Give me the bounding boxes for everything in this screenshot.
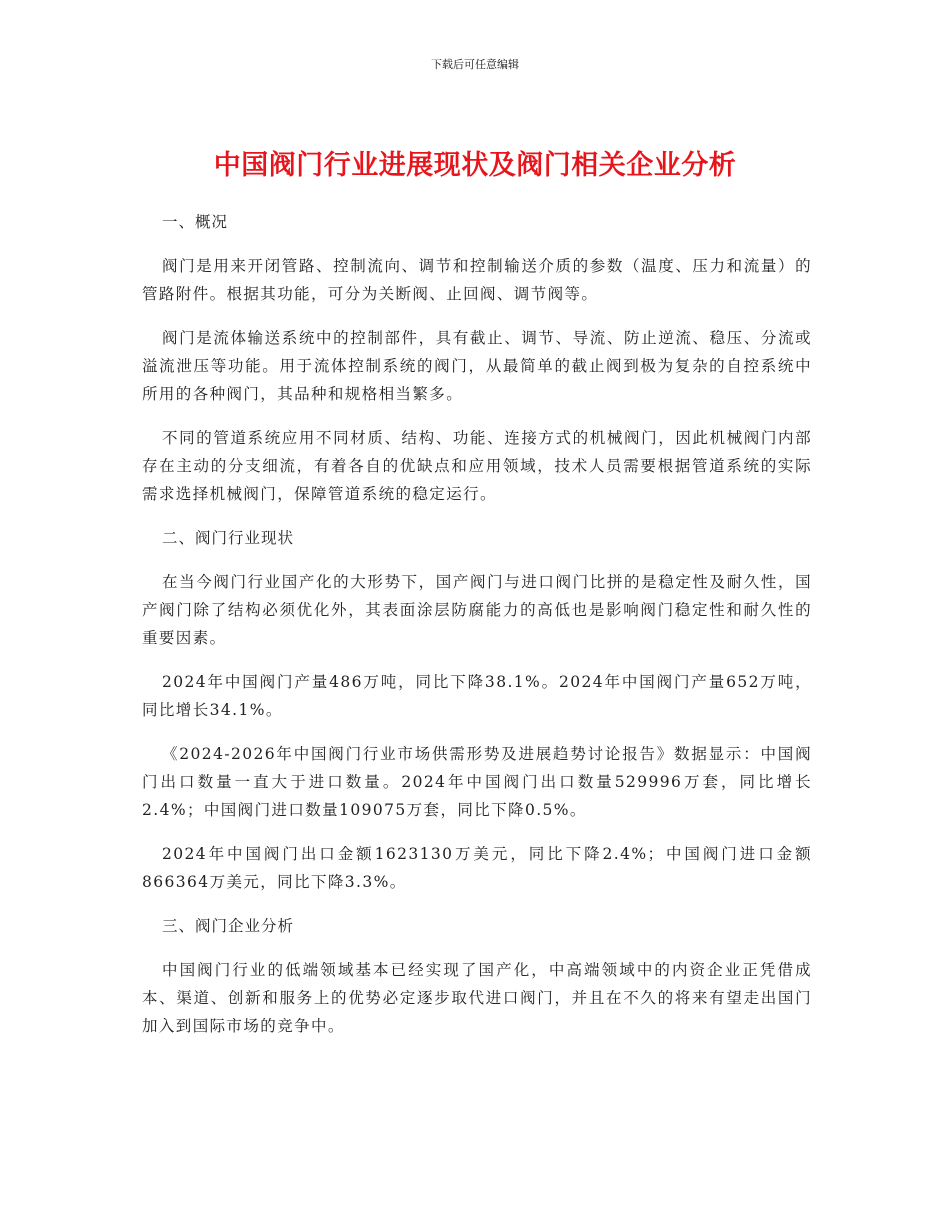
paragraph: 2024年中国阀门出口金额1623130万美元，同比下降2.4%；中国阀门进口金额866364万美元，同比下降3.3%。 (142, 845, 812, 891)
paragraph: 中国阀门行业的低端领域基本已经实现了国产化，中高端领域中的内资企业正凭借成本、渠道、创新和服务上的优势必定逐步取代进口阀门，并且在不久的将来有望走出国门加入到国际市场的竞争中。 (142, 961, 812, 1035)
paragraph: 阀门是用来开闭管路、控制流向、调节和控制输送介质的参数（温度、压力和流量）的管路附件。根据其功能，可分为关断阀、止回阀、调节阀等。 (142, 257, 812, 303)
paragraph: 2024年中国阀门产量486万吨，同比下降38.1%。2024年中国阀门产量652万吨，同比增长34.1%。 (142, 673, 812, 719)
paragraph: 《2024-2026年中国阀门行业市场供需形势及进展趋势讨论报告》数据显示：中国阀门出口数量一直大于进口数量。2024年中国阀门出口数量529996万套，同比增长2.4%；中国阀门进口数量109075万套，同比下降0.5%。 (142, 745, 812, 819)
document-title: 中国阀门行业进展现状及阀门相关企业分析 (213, 150, 737, 181)
section-heading-overview: 一、概况 (162, 213, 229, 231)
paragraph: 不同的管道系统应用不同材质、结构、功能、连接方式的机械阀门，因此机械阀门内部存在主动的分支细流，有着各自的优缺点和应用领域，技术人员需要根据管道系统的实际需求选择机械阀门，保障管道系统的稳定运行。 (142, 429, 812, 503)
paragraph: 在当今阀门行业国产化的大形势下，国产阀门与进口阀门比拼的是稳定性及耐久性，国产阀门除了结构必须优化外，其表面涂层防腐能力的高低也是影响阀门稳定性和耐久性的重要因素。 (142, 573, 812, 647)
paragraph: 阀门是流体输送系统中的控制部件，具有截止、调节、导流、防止逆流、稳压、分流或溢流泄压等功能。用于流体控制系统的阀门，从最简单的截止阀到极为复杂的自控系统中所用的各种阀门，其品种和规格相当繁多。 (142, 329, 812, 403)
section-heading-status: 二、阀门行业现状 (162, 529, 295, 547)
section-heading-enterprise: 三、阀门企业分析 (162, 917, 295, 935)
header-note: 下载后可任意编辑 (431, 58, 519, 71)
document-body (142, 208, 812, 1056)
